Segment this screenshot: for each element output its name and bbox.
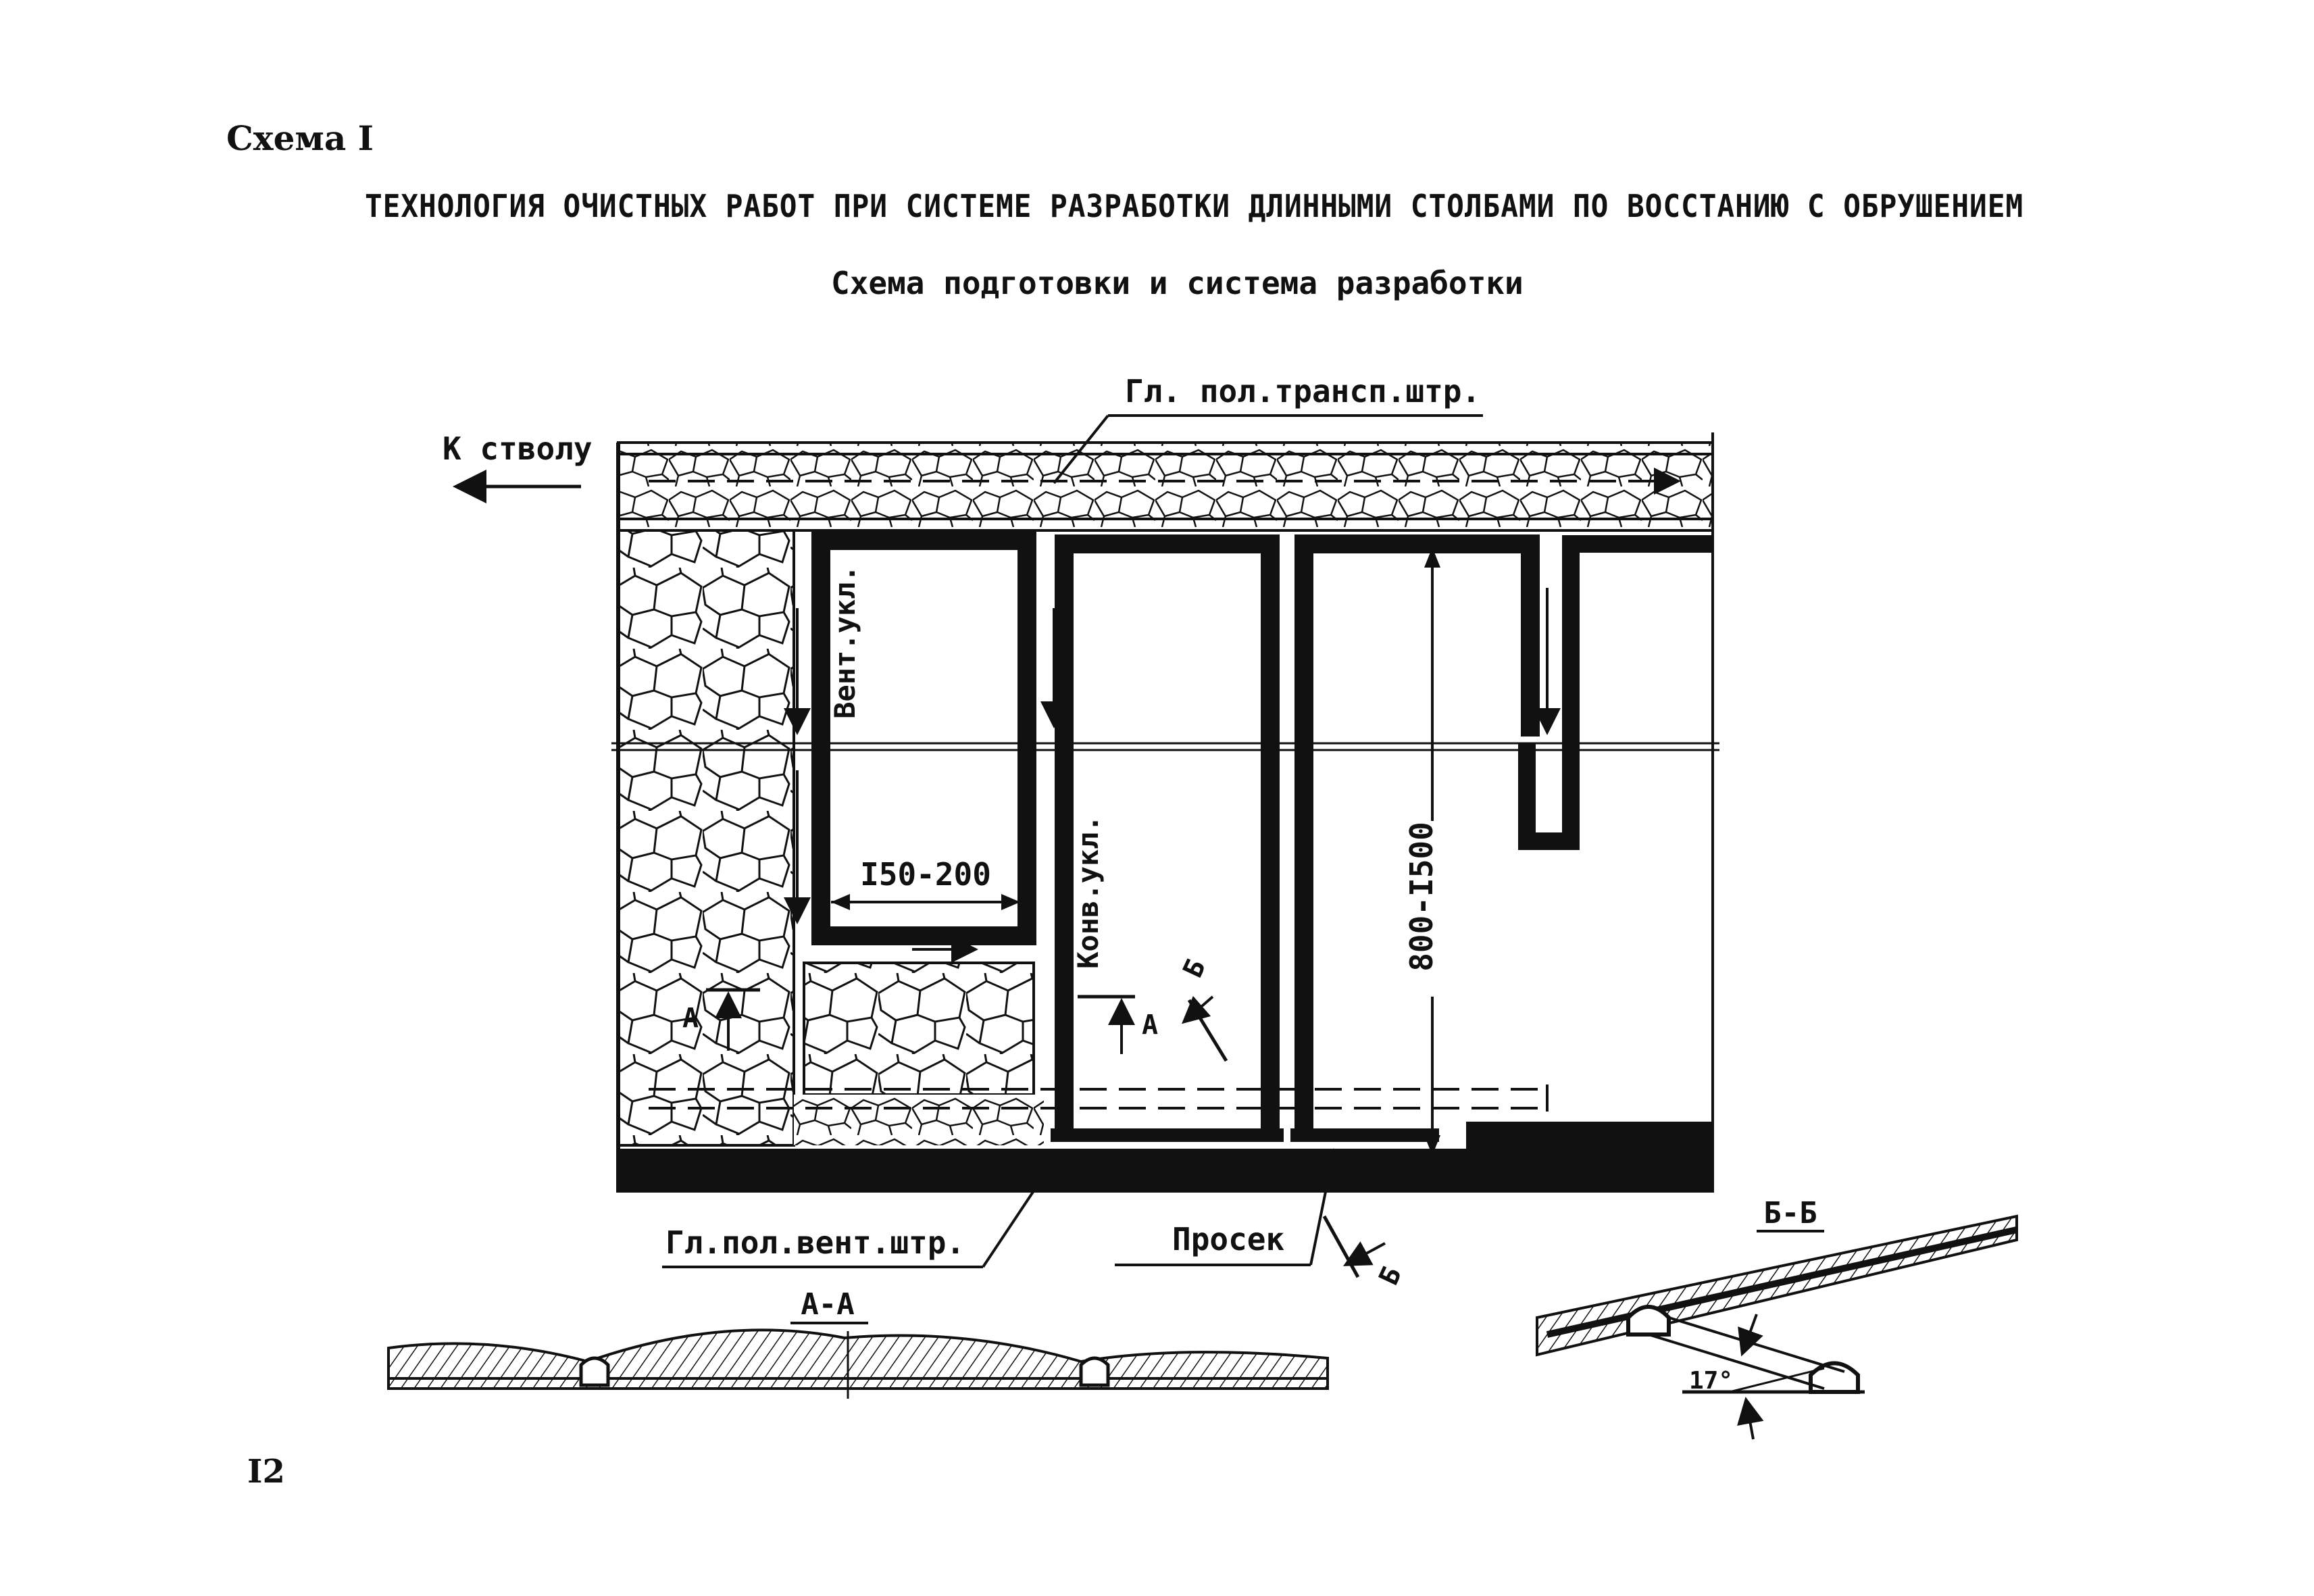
section-a-left: А	[682, 1003, 699, 1034]
scheme-label: Схема I	[226, 118, 374, 158]
subtitle: Схема подготовки и система разработки	[831, 265, 1524, 301]
section-b-bottom: Б	[1373, 1262, 1409, 1291]
plan-view	[443, 373, 1719, 1290]
vent-incline-label: Вент.укл.	[828, 565, 861, 719]
cross-cut-label: Просек	[1172, 1221, 1285, 1257]
section-b-top: Б	[1177, 954, 1213, 983]
section-bb	[1537, 1196, 2017, 1439]
length-dimension: 800-I500	[1403, 822, 1440, 972]
main-vent-drift-band	[618, 1149, 1713, 1193]
panel-4-loop	[1527, 544, 1713, 841]
conveyor-incline-label: Конв.укл.	[1072, 815, 1105, 969]
section-aa-title: А-А	[801, 1287, 855, 1322]
section-aa	[388, 1287, 1328, 1399]
transport-drift-band	[618, 443, 1713, 530]
section-bb-title: Б-Б	[1763, 1196, 1817, 1230]
goaf-rock-block	[804, 963, 1034, 1095]
angle-label: 17°	[1689, 1367, 1734, 1395]
main-title: ТЕХНОЛОГИЯ ОЧИСТНЫХ РАБОТ ПРИ СИСТЕМЕ РАЗРАБОТКИ ДЛИННЫМИ СТОЛБАМИ ПО ВОССТАНИЮ С ОБРУШЕНИЕМ	[365, 188, 2024, 224]
to-shaft-label: К стволу	[443, 430, 593, 467]
main-vent-drift-label: Гл.пол.вент.штр.	[665, 1224, 965, 1261]
page-number: I2	[247, 1453, 285, 1491]
width-dimension: I50-200	[860, 856, 991, 893]
goaf-rock-left	[618, 530, 794, 1145]
section-a-right: А	[1142, 1009, 1159, 1041]
main-transport-drift-label: Гл. пол.трансп.штр.	[1125, 373, 1481, 409]
